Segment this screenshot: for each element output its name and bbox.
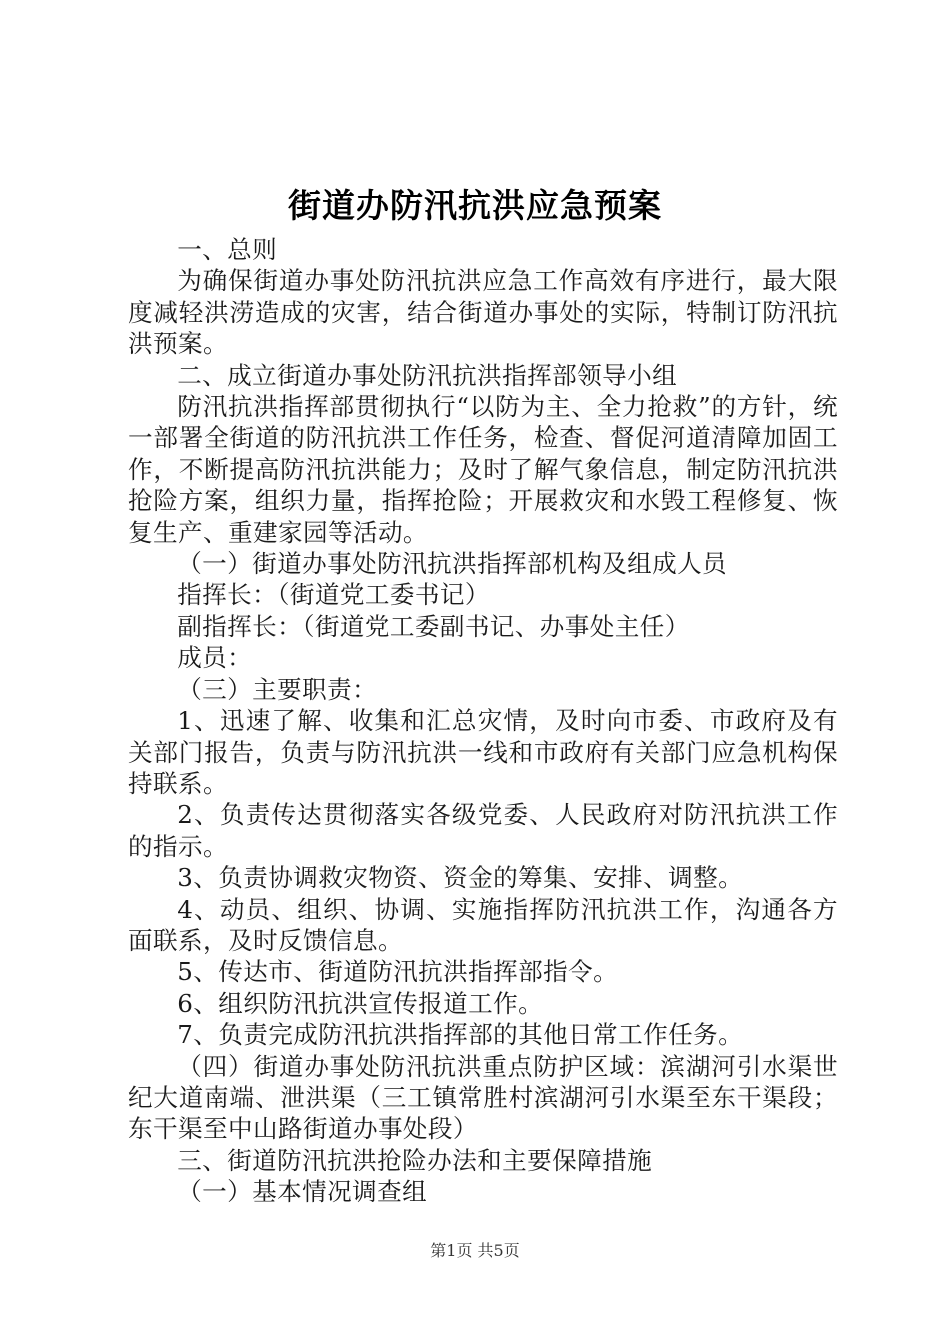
paragraph: 成员： xyxy=(177,643,253,673)
list-item: 2、负责传达贯彻落实各级党委、人民政府对防汛抗洪工作的指示。 xyxy=(128,800,838,861)
document-title: 街道办防汛抗洪应急预案 xyxy=(288,186,662,225)
list-item: 6、组织防汛抗洪宣传报道工作。 xyxy=(177,988,544,1018)
subsection-heading: （三）主要职责： xyxy=(177,674,378,704)
page-number: 第1页 共5页 xyxy=(430,1241,520,1260)
list-item: 4、动员、组织、协调、实施指挥防汛抗洪工作，沟通各方面联系，及时反馈信息。 xyxy=(128,894,838,955)
section-heading-leadership-group: 二、成立街道办事处防汛抗洪指挥部领导小组 xyxy=(177,360,678,390)
paragraph: 指挥长：（街道党工委书记） xyxy=(177,580,490,610)
list-item: 3、负责协调救灾物资、资金的筹集、安排、调整。 xyxy=(177,863,744,893)
list-item: 5、传达市、街道防汛抗洪指挥部指令。 xyxy=(177,957,619,987)
paragraph: 为确保街道办事处防汛抗洪应急工作高效有序进行，最大限度减轻洪涝造成的灾害，结合街道办事处的实际，特制订防汛抗洪预案。 xyxy=(128,266,838,359)
list-item: 7、负责完成防汛抗洪指挥部的其他日常工作任务。 xyxy=(177,1020,744,1050)
paragraph: （四）街道办事处防汛抗洪重点防护区域：滨湖河引水渠世纪大道南端、泄洪渠（三工镇常胜村滨湖河引水渠至东干渠段；东干渠至中山路街道办事处段） xyxy=(128,1051,838,1144)
document-body xyxy=(128,234,838,1208)
section-heading-general: 一、总则 xyxy=(177,235,278,264)
paragraph: 防汛抗洪指挥部贯彻执行“以防为主、全力抢救”的方针，统一部署全街道的防汛抗洪工作任务，检查、督促河道清障加固工作，不断提高防汛抗洪能力；及时了解气象信息，制定防汛抗洪抢险方案，组织力量，指挥抢险；开展救灾和水毁工程修复、恢复生产、重建家园等活动。 xyxy=(128,392,838,547)
section-heading-measures: 三、街道防汛抗洪抢险办法和主要保障措施 xyxy=(177,1145,653,1175)
subsection-heading: （一）街道办事处防汛抗洪指挥部机构及组成人员 xyxy=(177,549,728,579)
subsection-heading: （一）基本情况调查组 xyxy=(177,1177,428,1207)
list-item: 1、迅速了解、收集和汇总灾情，及时向市委、市政府及有关部门报告，负责与防汛抗洪一线和市政府有关部门应急机构保持联系。 xyxy=(128,706,838,798)
paragraph: 副指挥长：（街道党工委副书记、办事处主任） xyxy=(177,611,690,641)
